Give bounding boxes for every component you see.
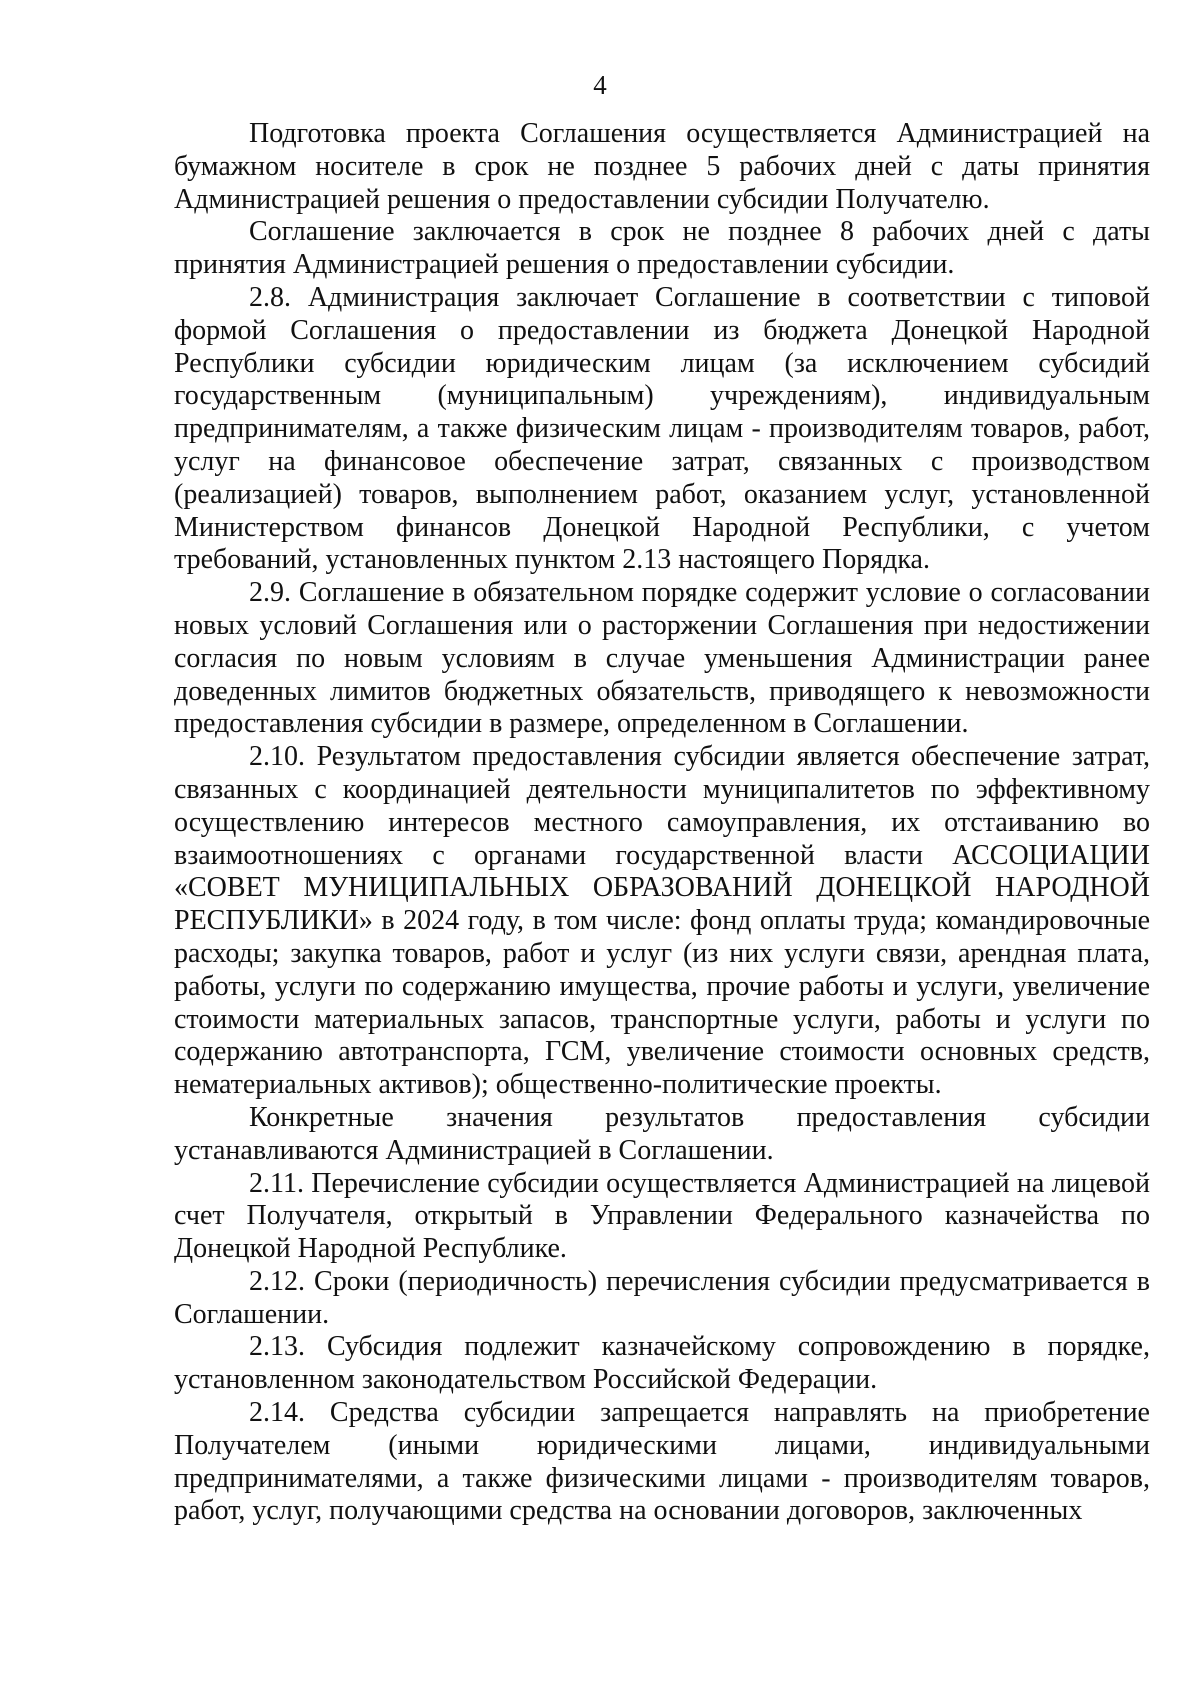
paragraph-specific-values: Конкретные значения результатов предоставления субсидии устанавливаются Администрацией в Соглашении.: [174, 1101, 1150, 1166]
paragraph-2-13: 2.13. Субсидия подлежит казначейскому сопровождению в порядке, установленном законодательством Российской Федерации.: [174, 1331, 1150, 1396]
paragraph-2-11: 2.11. Перечисление субсидии осуществляется Администрацией на лицевой счет Получателя, открытый в Управлении Федерального казначейства по Донецкой Народной Республике.: [174, 1167, 1150, 1265]
paragraph-2-14: 2.14. Средства субсидии запрещается направлять на приобретение Получателем (иными юридическими лицами, индивидуальными предпринимателями, а также физическими лицами - производителям товаров, работ, услуг, получающими средства на основании договоров, заключенных: [174, 1397, 1150, 1527]
paragraph-2-9: 2.9. Соглашение в обязательном порядке содержит условие о согласовании новых условий Соглашения или о расторжении Соглашения при недостижении согласия по новым условиям в случае уменьшения Администрации ранее доведенных лимитов бюджетных обязательств, приводящего к невозможности предоставления субсидии в размере, определенном в Соглашении.: [174, 577, 1150, 740]
paragraph-2-10: 2.10. Результатом предоставления субсидии является обеспечение затрат, связанных с координацией деятельности муниципалитетов по эффективному осуществлению интересов местного самоуправления, их отстаиванию во взаимоотношениях с органами государственной власти АССОЦИАЦИИ «СОВЕТ МУНИЦИПАЛЬНЫХ ОБРАЗОВАНИЙ ДОНЕЦКОЙ НАРОДНОЙ РЕСПУБЛИКИ» в 2024 году, в том числе: фонд оплаты труда; командировочные расходы; закупка товаров, работ и услуг (из них услуги связи, арендная плата, работы, услуги по содержанию имущества, прочие работы и услуги, увеличение стоимости материальных запасов, транспортные услуги, работы и услуги по содержанию автотранспорта, ГСМ, увеличение стоимости основных средств, нематериальных активов); общественно-политические проекты.: [174, 741, 1150, 1101]
paragraph-2-8: 2.8. Администрация заключает Соглашение в соответствии с типовой формой Соглашения о предоставлении из бюджета Донецкой Народной Республики субсидии юридическим лицам (за исключением субсидий государственным (муниципальным) учреждениям), индивидуальным предпринимателям, а также физическим лицам - производителям товаров, работ, услуг на финансовое обеспечение затрат, связанных с производством (реализацией) товаров, выполнением работ, оказанием услуг, установленной Министерством финансов Донецкой Народной Республики, с учетом требований, установленных пунктом 2.13 настоящего Порядка.: [174, 281, 1150, 576]
paragraph-2-12: 2.12. Сроки (периодичность) перечисления субсидии предусматривается в Соглашении.: [174, 1265, 1150, 1330]
paragraph-conclusion-term: Соглашение заключается в срок не позднее 8 рабочих дней с даты принятия Администрацией решения о предоставлении субсидии.: [174, 216, 1150, 281]
document-body: [174, 118, 1150, 1528]
page-number: 4: [593, 70, 607, 100]
paragraph-preparation: Подготовка проекта Соглашения осуществляется Администрацией на бумажном носителе в срок не позднее 5 рабочих дней с даты принятия Администрацией решения о предоставлении субсидии Получателю.: [174, 118, 1150, 215]
